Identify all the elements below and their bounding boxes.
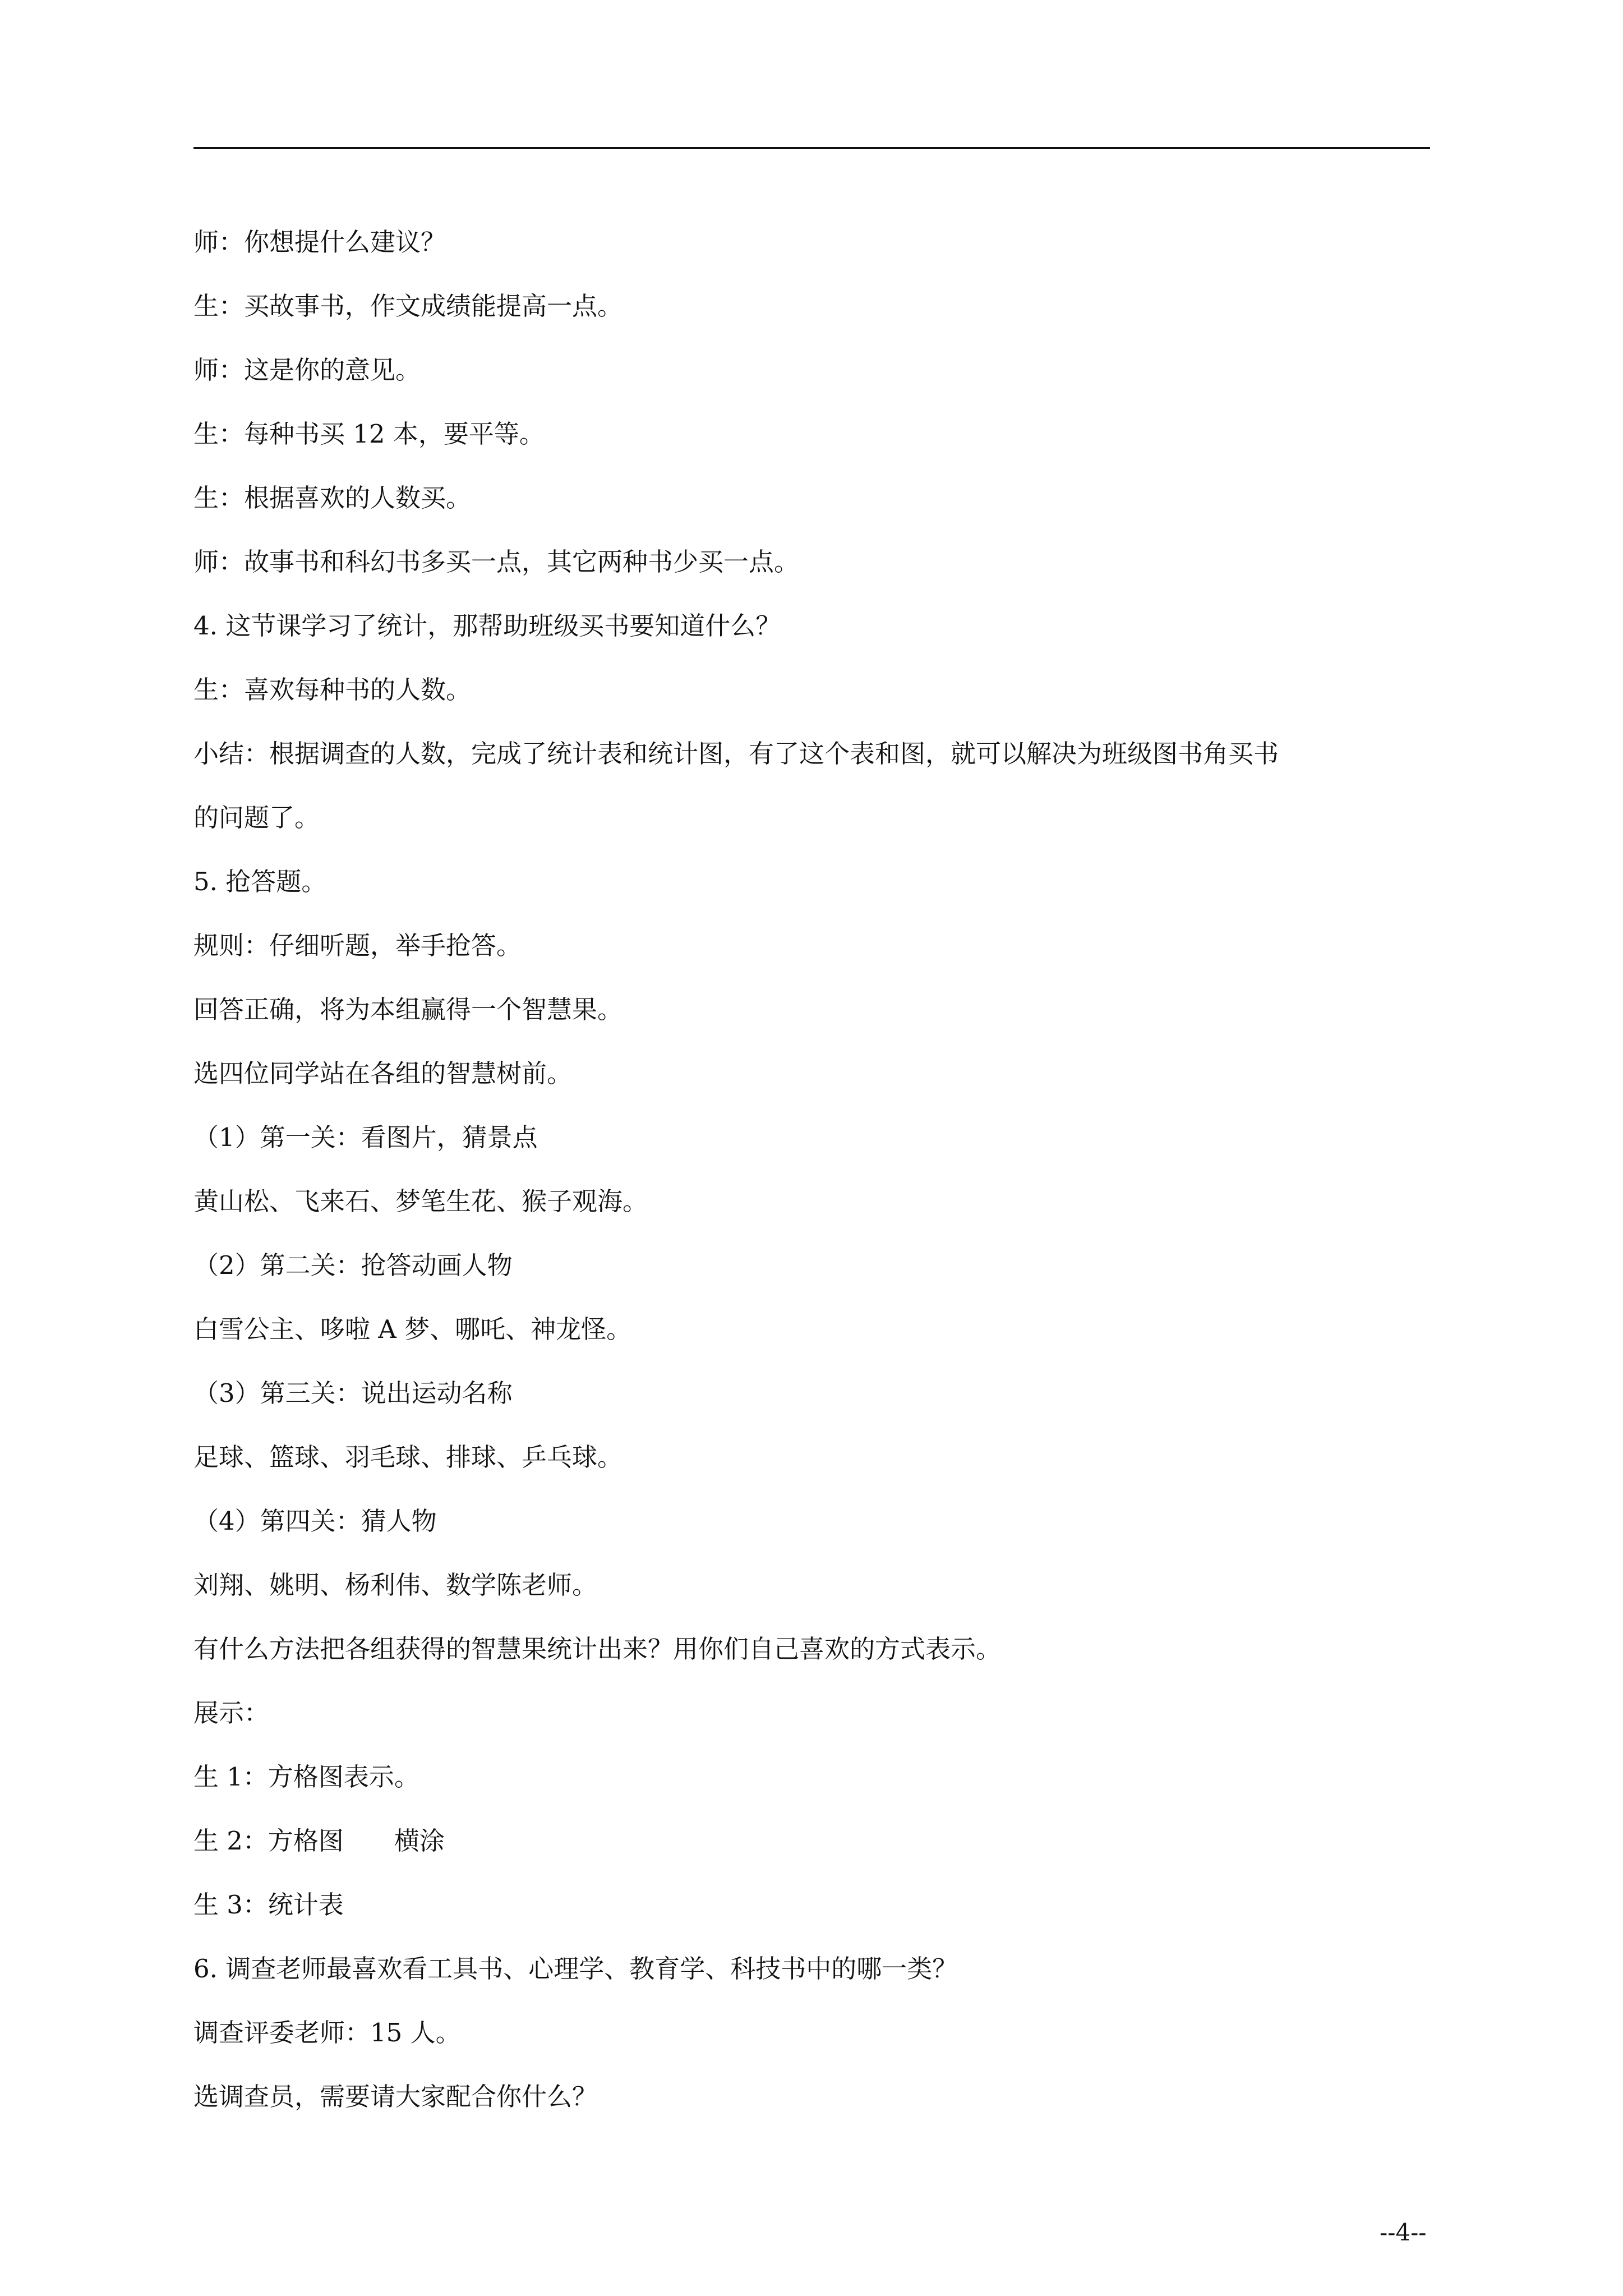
text-line: 选四位同学站在各组的智慧树前。	[193, 1059, 573, 1088]
text-line: 选调查员，需要请大家配合你什么？	[193, 2082, 598, 2111]
text-line: 小结：根据调查的人数，完成了统计表和统计图，有了这个表和图，就可以解决为班级图书角买书	[193, 739, 1279, 769]
text-line: 师：故事书和科幻书多买一点，其它两种书少买一点。	[193, 547, 800, 577]
text-line: （1）第一关：看图片，猜景点	[193, 1122, 538, 1152]
text-line: 5. 抢答题。	[193, 867, 327, 896]
text-line: 规则：仔细听题，举手抢答。	[193, 931, 522, 960]
text-line: 刘翔、姚明、杨利伟、数学陈老师。	[193, 1570, 598, 1600]
text-line: （3）第三关：说出运动名称	[193, 1378, 513, 1408]
text-line: 展示：	[193, 1698, 270, 1728]
text-line: （2）第二关：抢答动画人物	[193, 1250, 513, 1280]
text-line: 生 2：方格图 横涂	[193, 1826, 445, 1856]
text-line: 生：根据喜欢的人数买。	[193, 483, 472, 513]
text-line: 回答正确，将为本组赢得一个智慧果。	[193, 995, 623, 1024]
text-line: 师：这是你的意见。	[193, 355, 421, 385]
text-line: 4. 这节课学习了统计，那帮助班级买书要知道什么？	[193, 611, 781, 641]
text-line: 6. 调查老师最喜欢看工具书、心理学、教育学、科技书中的哪一类？	[193, 1954, 958, 1984]
text-line: 生：喜欢每种书的人数。	[193, 675, 472, 705]
header-rule	[193, 147, 1430, 149]
text-line: 生 1：方格图表示。	[193, 1762, 419, 1792]
text-line: 调查评委老师：15 人。	[193, 2018, 461, 2047]
text-line: 足球、篮球、羽毛球、排球、乒乓球。	[193, 1442, 623, 1472]
page-number: --4--	[1380, 2219, 1427, 2246]
text-line: 有什么方法把各组获得的智慧果统计出来？用你们自己喜欢的方式表示。	[193, 1634, 1002, 1664]
text-line: 生：买故事书，作文成绩能提高一点。	[193, 291, 623, 321]
text-line: 白雪公主、哆啦 A 梦、哪吒、神龙怪。	[193, 1314, 632, 1344]
text-line: （4）第四关：猜人物	[193, 1506, 437, 1536]
text-line: 生 3：统计表	[193, 1890, 344, 1920]
body-text	[193, 210, 1444, 2129]
text-line: 师：你想提什么建议？	[193, 227, 446, 257]
text-line: 黄山松、飞来石、梦笔生花、猴子观海。	[193, 1186, 648, 1216]
text-line: 生：每种书买 12 本，要平等。	[193, 419, 545, 449]
text-line: 的问题了。	[193, 803, 320, 832]
